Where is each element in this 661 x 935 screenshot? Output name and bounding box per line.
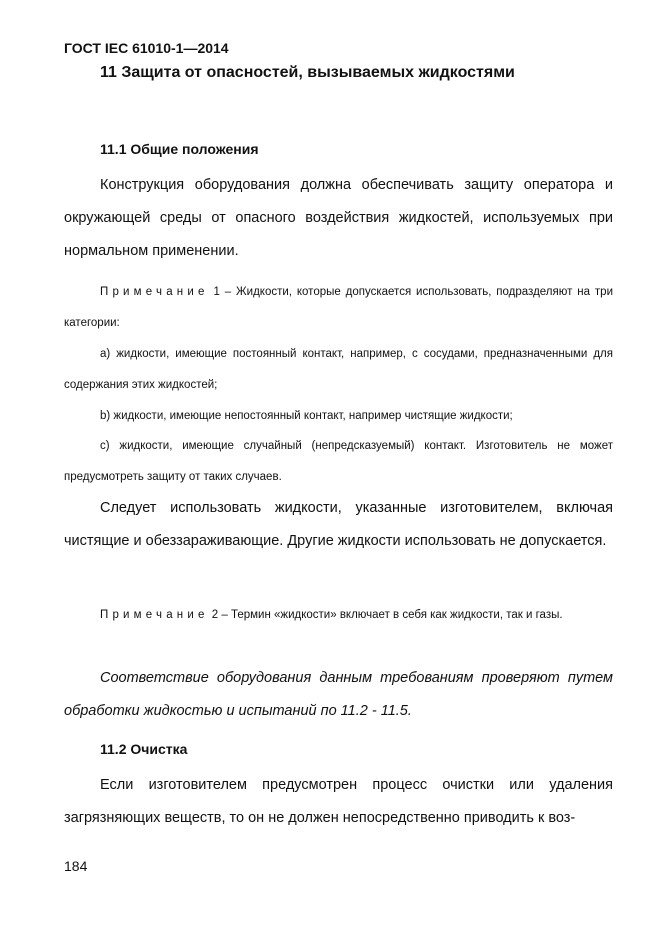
note-2-label: Примечание [100, 609, 209, 621]
note-1-label: Примечание [100, 286, 209, 298]
note-2 [64, 600, 613, 631]
paragraph-liquids: Следует использовать жидкости, указанные изготовителем, включая чистящие и обеззараживающие. Другие жидкости использовать не допускается. [64, 500, 613, 549]
note-1 [64, 277, 613, 339]
subsection-heading-11-1: 11.1 Общие положения [100, 141, 259, 157]
page-number: 184 [64, 858, 88, 874]
list-item-b: b) жидкости, имеющие непостоянный контакт, например чистящие жидкости; [100, 410, 513, 422]
section-title: 11 Защита от опасностей, вызываемых жидкостями [100, 64, 515, 81]
paragraph-general: Конструкция оборудования должна обеспечивать защиту оператора и окружающей среды от опасного воздействия жидкостей, используемых при нормальном применении. [64, 177, 613, 259]
compliance-paragraph: Соответствие оборудования данным требованиям проверяют путем обработки жидкостью и испытаний по 11.2 - 11.5. [64, 670, 613, 719]
note-2-text: 2 – Термин «жидкости» включает в себя как жидкости, так и газы. [211, 609, 563, 621]
subsection-heading-11-2: 11.2 Очистка [100, 741, 188, 757]
list-item-c: с) жидкости, имеющие случайный (непредсказуемый) контакт. Изготовитель не может предусмотреть защиту от таких случаев. [64, 440, 613, 483]
standard-code: ГОСТ IEC 61010-1—2014 [64, 40, 229, 56]
list-item-a: а) жидкости, имеющие постоянный контакт, например, с сосудами, предназначенными для содержания этих жидкостей; [64, 348, 613, 391]
note-1-text: 1 – Жидкости, которые допускается использовать, подразделяют на три категории: [64, 286, 613, 329]
paragraph-cleaning: Если изготовителем предусмотрен процесс очистки или удаления загрязняющих веществ, то он не должен непосредственно приводить к воз- [64, 777, 613, 826]
